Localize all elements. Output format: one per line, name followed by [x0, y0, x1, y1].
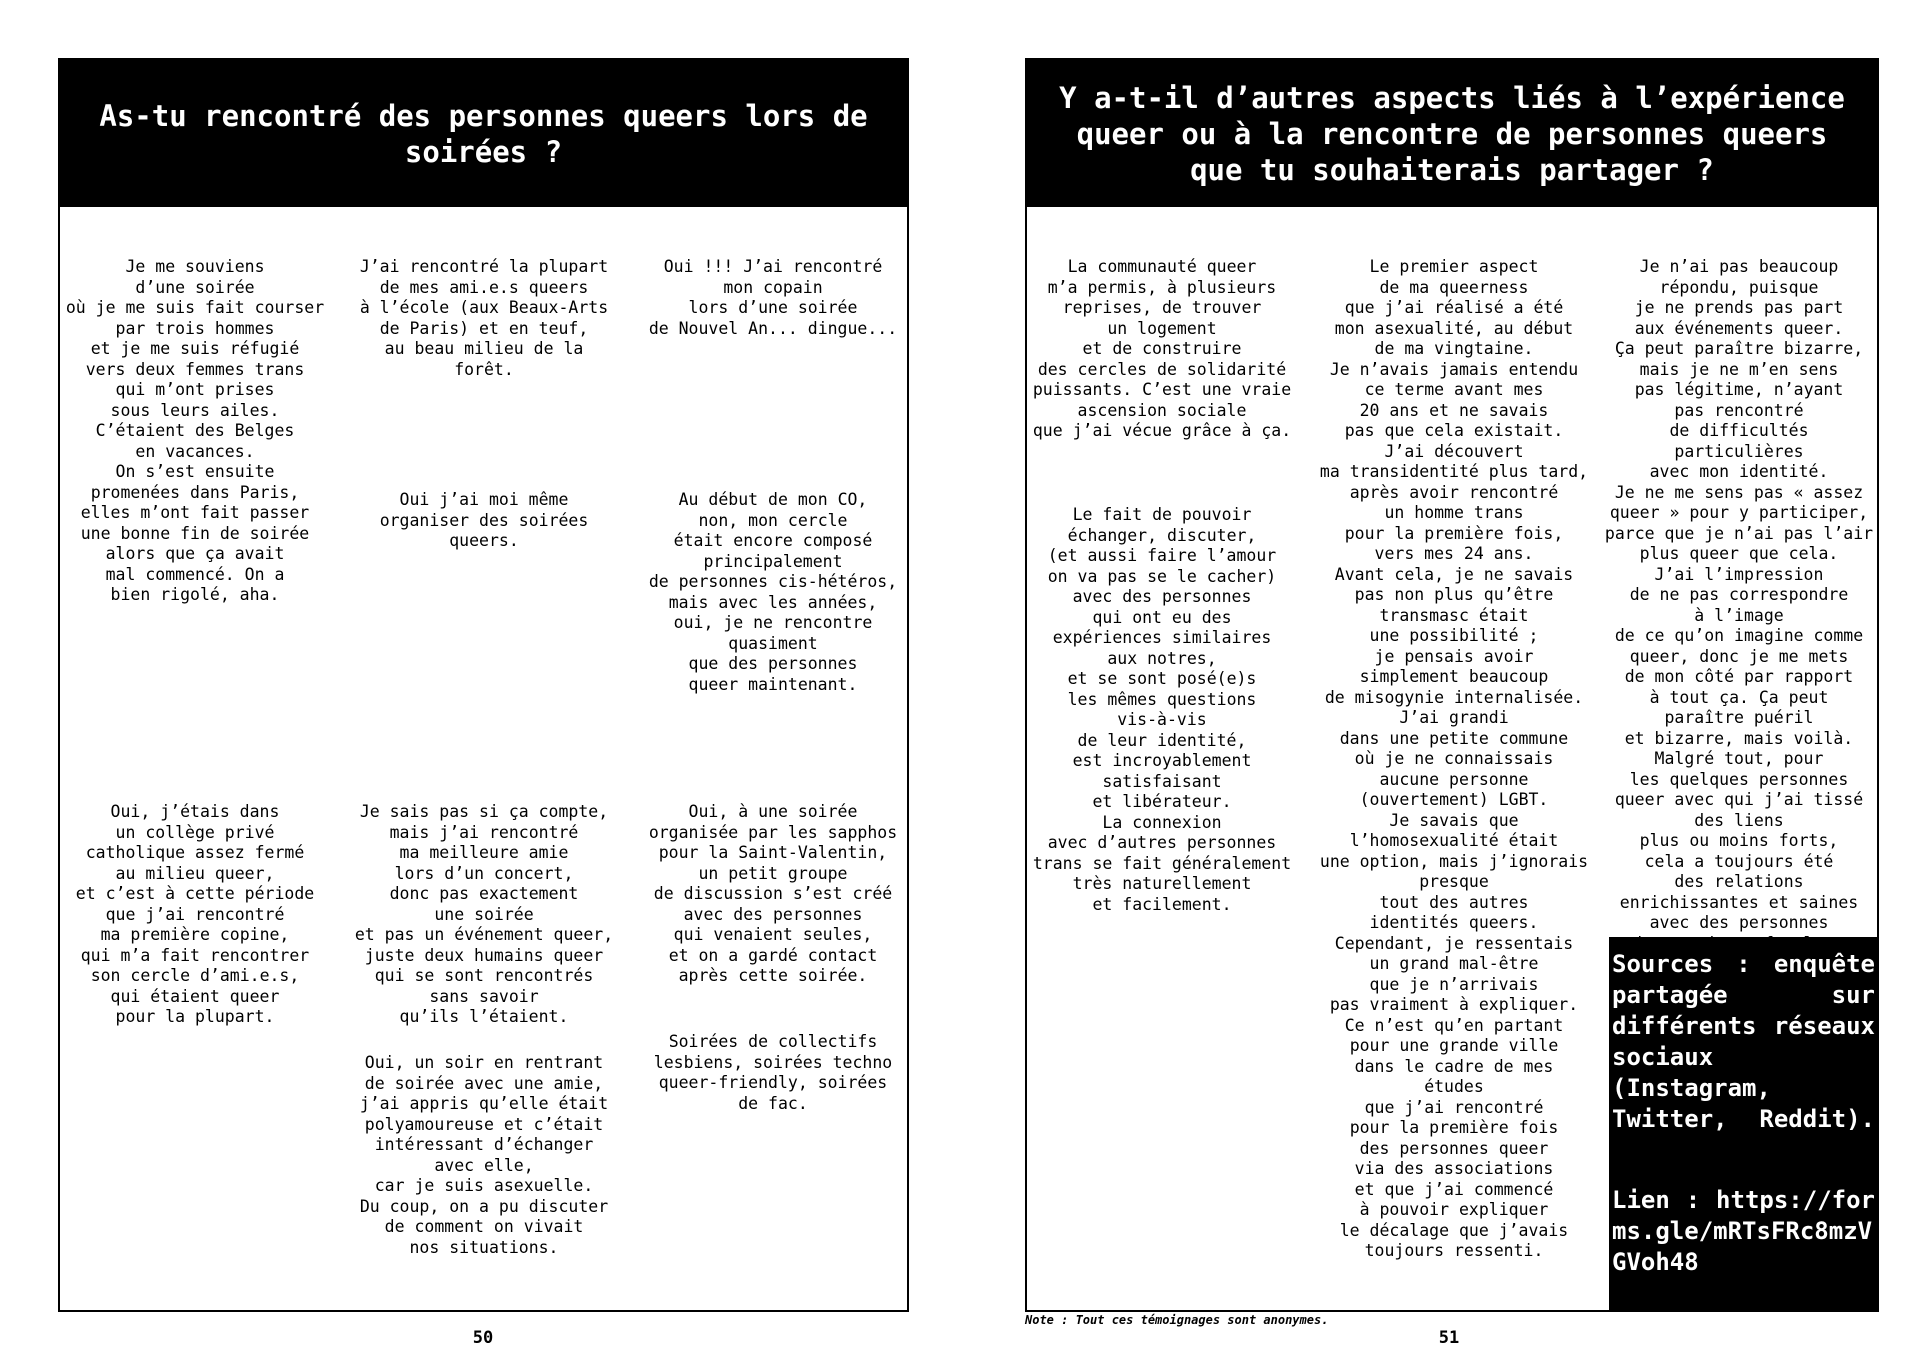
testimony-card: Je n’ai pas beaucoup répondu, puisque je ne prends pas part aux événements queer. Ça peut paraître bizarre, mais je ne m’en sens pas légitime, n’ayant pas rencontré de difficultés particulières avec mon identité. Je ne me sens pas « assez queer » pour y participer, parce que je n’ai pas l’air plus queer que cela. J’ai l’impression de ne pas correspondre à l’image de ce qu’on imagine comme queer, donc je me mets de mon côté par rapport à tout ça. Ça peut paraître puéril et bizarre, mais voilà. Malgré tout, pour les quelques personnes queer avec qui j’ai tissé des liens plus ou moins forts, cela a toujours été des relations enrichissantes et saines avec des personnes: [1604, 257, 1874, 932]
sources-box: [1609, 937, 1877, 1310]
testimony-card: Oui, à une soirée organisée par les sapphos pour la Saint-Valentin, un petit groupe de discussion s’est créé avec des personnes qui venaient seules, et on a gardé contact après cette soirée.: [648, 802, 898, 985]
testimony-card: Je me souviens d’une soirée où je me suis fait courser par trois hommes et je me suis réfugié vers deux femmes trans qui m’ont prises sous leurs ailes. C’étaient des Belges en vacances. On s’est ensuite promenées dans Paris, elles m’ont fait passer une bonne fin de soirée alors que ça avait mal commencé. On a bien rigolé, aha.: [65, 257, 325, 604]
testimony-card: Oui j’ai moi même organiser des soirées queers.: [379, 490, 589, 550]
right-page: [1025, 58, 1879, 1312]
testimony-card: La communauté queer m’a permis, à plusieurs reprises, de trouver un logement et de construire des cercles de solidarité puissants. C’est une vraie ascension sociale que j’ai vécue grâce à ça.: [1032, 257, 1292, 440]
testimony-card: Au début de mon CO, non, mon cercle était encore composé principalement de personnes cis-hétéros, mais avec les années, oui, je ne rencontre quasiment que des personnes queer maintenant.: [648, 490, 898, 694]
left-page-title: As-tu rencontré des personnes queers lors de soirées ?: [60, 60, 907, 207]
testimony-card: Le fait de pouvoir échanger, discuter, (et aussi faire l’amour on va pas se le cacher) avec des personnes qui ont eu des expériences similaires aux notres, et se sont posé(e)s les mêmes questions vis-à-vis de leur identité, est incroyablement satisfaisant et libérateur. La connexion avec d’autres personnes trans se fait généralement très naturellement et facilement.: [1032, 505, 1292, 914]
testimony-card: Je sais pas si ça compte, mais j’ai rencontré ma meilleure amie lors d’un concert, donc pas exactement une soirée et pas un événement queer, juste deux humains queer qui se sont rencontrés sans savoir qu’ils l’étaient.: [354, 802, 614, 1026]
anonymity-note: Note : Tout ces témoignages sont anonymes.: [1025, 1313, 1329, 1327]
testimony-card: Le premier aspect de ma queerness que j’ai réalisé a été mon asexualité, au début de ma vingtaine. Je n’avais jamais entendu ce terme avant mes 20 ans et ne savais pas que cela existait. J’ai découvert ma transidentité plus tard, après avoir rencontré un homme trans pour la première fois, vers mes 24 ans. Avant cela, je ne savais pas non plus qu’être transmasc était une possibilité ; je pensais avoir simplement beaucoup de misogynie internalisée. J’ai grandi dans une petite commune où je ne connaissais aucune personne (ouvertement) LGBT. Je savais que l’homosexualité était une option, mais j’ignorais presque tout des autres identités queers. Cependant, je ressentais un grand mal-être que je n’arrivais pas vraiment à expliquer. Ce n’est qu’en partant pour une grande ville dans le cadre de mes études que j’ai rencontré pour la première fois des personnes queer via des associations et que j’ai commencé à pouvoir expliquer le décalage que j’avais toujours ressenti.: [1319, 257, 1589, 1260]
testimony-card: J’ai rencontré la plupart de mes ami.e.s queers à l’école (aux Beaux-Arts de Paris) et en teuf, au beau milieu de la forêt.: [359, 257, 609, 379]
testimony-card: Oui !!! J’ai rencontré mon copain lors d’une soirée de Nouvel An... dingue...: [648, 257, 898, 338]
testimony-card: Soirées de collectifs lesbiens, soirées techno queer-friendly, soirées de fac.: [653, 1032, 893, 1113]
survey-link[interactable]: Lien : https://forms.gle/mRTsFRc8mzVGVoh48: [1612, 1186, 1875, 1276]
right-page-title: Y a-t-il d’autres aspects liés à l’expérience queer ou à la rencontre de personnes queers que tu souhaiterais partager ?: [1027, 60, 1877, 207]
sources-text: Sources : enquête partagée sur différents réseaux sociaux (Instagram, Twitter, Reddit).: [1612, 950, 1875, 1133]
page-number-right: 51: [1438, 1328, 1460, 1348]
left-page: [58, 58, 909, 1312]
page-number-left: 50: [472, 1328, 494, 1348]
testimony-card: Oui, un soir en rentrant de soirée avec une amie, j’ai appris qu’elle était polyamoureuse et c’était intéressant d’échanger avec elle, car je suis asexuelle. Du coup, on a pu discuter de comment on vivait nos situations.: [359, 1053, 609, 1257]
testimony-card: Oui, j’étais dans un collège privé catholique assez fermé au milieu queer, et c’est à cette période que j’ai rencontré ma première copine, qui m’a fait rencontrer son cercle d’ami.e.s, qui étaient queer pour la plupart.: [75, 802, 315, 1026]
